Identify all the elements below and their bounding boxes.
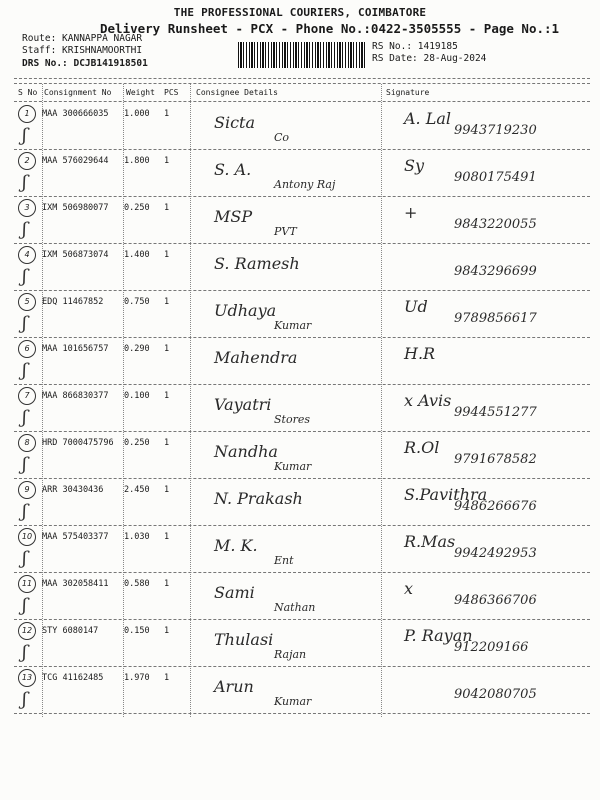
serial-number: 10 <box>18 528 36 546</box>
receiver-signature: R.Ol <box>404 438 440 457</box>
consignee-name: Vayatri <box>214 395 272 414</box>
column-header-divider <box>14 101 590 102</box>
tick-mark: ʃ <box>22 548 27 569</box>
runsheet-row <box>14 338 590 385</box>
receiver-signature: + <box>404 203 418 222</box>
pcs-value: 1 <box>164 438 170 448</box>
route-label: Route: KANNAPPA NAGAR <box>22 33 143 44</box>
consignee-name: Sicta <box>214 113 256 132</box>
runsheet-row <box>14 432 590 479</box>
serial-number: 11 <box>18 575 36 593</box>
consignee-name-line2: Kumar <box>274 460 312 473</box>
col-pcs: PCS <box>164 88 179 97</box>
company-title: THE PROFESSIONAL COURIERS, COIMBATORE <box>173 6 427 19</box>
receiver-phone: 9789856617 <box>454 311 537 326</box>
consignee-name-line2: Kumar <box>274 695 312 708</box>
consignee-name-line2: PVT <box>274 225 297 238</box>
weight-value: 0.750 <box>124 297 150 307</box>
consignee-name-line2: Rajan <box>274 648 307 661</box>
serial-number: 4 <box>18 246 36 264</box>
serial-number: 13 <box>18 669 36 687</box>
pcs-value: 1 <box>164 297 170 307</box>
serial-number: 5 <box>18 293 36 311</box>
pcs-value: 1 <box>164 626 170 636</box>
runsheet-row <box>14 667 590 714</box>
pcs-value: 1 <box>164 485 170 495</box>
consignment-number: HRD 7000475796 <box>42 438 114 448</box>
serial-number: 7 <box>18 387 36 405</box>
weight-value: 0.250 <box>124 203 150 213</box>
rs-date: RS Date: 28-Aug-2024 <box>372 53 487 64</box>
receiver-signature: x <box>404 579 414 598</box>
drs-number: DRS No.: DCJB141918501 <box>22 58 148 69</box>
consignee-name-line2: Antony Raj <box>274 178 336 191</box>
runsheet-row <box>14 385 590 432</box>
runsheet-row <box>14 620 590 667</box>
consignee-name: S. A. <box>214 160 252 179</box>
header-divider <box>14 78 590 79</box>
weight-value: 0.290 <box>124 344 150 354</box>
consignee-name: Nandha <box>214 442 278 461</box>
tick-mark: ʃ <box>22 501 27 522</box>
runsheet-row <box>14 197 590 244</box>
serial-number: 1 <box>18 105 36 123</box>
weight-value: 1.000 <box>124 109 150 119</box>
serial-number: 3 <box>18 199 36 217</box>
consignment-number: MAA 576029644 <box>42 156 109 166</box>
consignment-number: MAA 302058411 <box>42 579 109 589</box>
receiver-phone: 9843220055 <box>454 217 537 232</box>
col-weight: Weight <box>126 88 155 97</box>
consignment-number: IXM 506873074 <box>42 250 109 260</box>
receiver-signature: Sy <box>404 156 424 175</box>
consignee-name: Sami <box>214 583 255 602</box>
consignment-number: STY 6080147 <box>42 626 99 636</box>
tick-mark: ʃ <box>22 689 27 710</box>
consignment-number: ARR 30430436 <box>42 485 104 495</box>
tick-mark: ʃ <box>22 266 27 287</box>
tick-mark: ʃ <box>22 454 27 475</box>
tick-mark: ʃ <box>22 642 27 663</box>
serial-number: 2 <box>18 152 36 170</box>
col-signature: Signature <box>386 88 430 97</box>
receiver-signature: x Avis <box>404 391 452 410</box>
receiver-signature: H.R <box>404 344 436 363</box>
runsheet-row <box>14 150 590 197</box>
consignee-name-line2: Ent <box>274 554 294 567</box>
runsheet-row <box>14 573 590 620</box>
rs-number: RS No.: 1419185 <box>372 41 458 52</box>
weight-value: 0.580 <box>124 579 150 589</box>
weight-value: 1.800 <box>124 156 150 166</box>
receiver-phone: 9791678582 <box>454 452 537 467</box>
receiver-signature: P. Rayan <box>404 626 473 645</box>
consignment-number: MAA 300666035 <box>42 109 109 119</box>
tick-mark: ʃ <box>22 595 27 616</box>
consignee-name-line2: Co <box>274 131 290 144</box>
tick-mark: ʃ <box>22 172 27 193</box>
consignee-name: Arun <box>214 677 254 696</box>
consignee-name: N. Prakash <box>214 489 303 508</box>
serial-number: 6 <box>18 340 36 358</box>
consignee-name-line2: Stores <box>274 413 310 426</box>
pcs-value: 1 <box>164 579 170 589</box>
consignee-name: Thulasi <box>214 630 274 649</box>
receiver-phone: 9843296699 <box>454 264 537 279</box>
receiver-signature: S.Pavithra <box>404 485 488 504</box>
consignment-number: TCG 41162485 <box>42 673 104 683</box>
serial-number: 8 <box>18 434 36 452</box>
col-consignment: Consignment No <box>44 88 112 97</box>
receiver-phone: 9942492953 <box>454 546 537 561</box>
consignee-name: Mahendra <box>214 348 298 367</box>
pcs-value: 1 <box>164 203 170 213</box>
staff-label: Staff: KRISHNAMOORTHI <box>22 45 143 56</box>
tick-mark: ʃ <box>22 125 27 146</box>
receiver-phone: 9486266676 <box>454 499 537 514</box>
weight-value: 2.450 <box>124 485 150 495</box>
barcode-image <box>238 42 366 68</box>
header-divider-2 <box>14 83 590 84</box>
weight-value: 1.400 <box>124 250 150 260</box>
receiver-signature: A. Lal <box>404 109 452 128</box>
serial-number: 9 <box>18 481 36 499</box>
tick-mark: ʃ <box>22 313 27 334</box>
runsheet-row <box>14 479 590 526</box>
weight-value: 0.150 <box>124 626 150 636</box>
receiver-phone: 9486366706 <box>454 593 537 608</box>
consignee-name-line2: Kumar <box>274 319 312 332</box>
runsheet-subtitle: Delivery Runsheet - PCX - Phone No.:0422-3505555 - Page No.:1 <box>100 21 560 36</box>
weight-value: 1.970 <box>124 673 150 683</box>
tick-mark: ʃ <box>22 407 27 428</box>
col-sno: S No <box>18 88 38 97</box>
pcs-value: 1 <box>164 673 170 683</box>
consignment-number: MAA 866830377 <box>42 391 109 401</box>
receiver-phone: 9943719230 <box>454 123 537 138</box>
row-divider <box>14 713 590 714</box>
receiver-phone: 9944551277 <box>454 405 537 420</box>
receiver-phone: 9080175491 <box>454 170 537 185</box>
receiver-phone: 912209166 <box>454 640 529 655</box>
consignee-name: S. Ramesh <box>214 254 300 273</box>
col-consignee: Consignee Details <box>196 88 278 97</box>
consignee-name: Udhaya <box>214 301 277 320</box>
consignment-number: MAA 101656757 <box>42 344 109 354</box>
runsheet-row <box>14 291 590 338</box>
consignment-number: IXM 506980077 <box>42 203 109 213</box>
consignment-number: EDQ 11467852 <box>42 297 104 307</box>
pcs-value: 1 <box>164 391 170 401</box>
consignee-name-line2: Nathan <box>274 601 316 614</box>
tick-mark: ʃ <box>22 360 27 381</box>
pcs-value: 1 <box>164 250 170 260</box>
receiver-signature: R.Mas <box>404 532 456 551</box>
pcs-value: 1 <box>164 532 170 542</box>
pcs-value: 1 <box>164 156 170 166</box>
pcs-value: 1 <box>164 109 170 119</box>
tick-mark: ʃ <box>22 219 27 240</box>
consignment-number: MAA 575403377 <box>42 532 109 542</box>
runsheet-row <box>14 103 590 150</box>
pcs-value: 1 <box>164 344 170 354</box>
weight-value: 1.030 <box>124 532 150 542</box>
serial-number: 12 <box>18 622 36 640</box>
weight-value: 0.250 <box>124 438 150 448</box>
consignee-name: M. K. <box>214 536 258 555</box>
weight-value: 0.100 <box>124 391 150 401</box>
receiver-signature: Ud <box>404 297 428 316</box>
consignee-name: MSP <box>214 207 253 226</box>
runsheet-row <box>14 526 590 573</box>
receiver-phone: 9042080705 <box>454 687 537 702</box>
runsheet-row <box>14 244 590 291</box>
